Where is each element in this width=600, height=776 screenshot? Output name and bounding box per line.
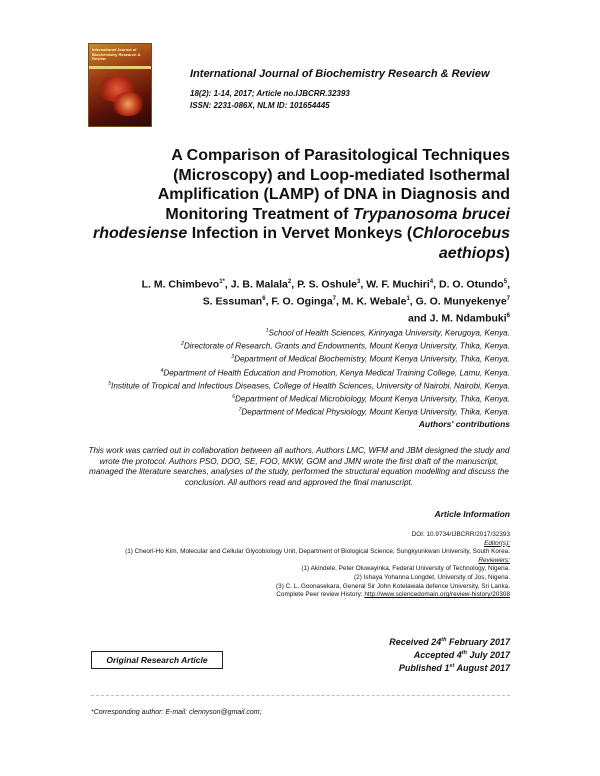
- issn: ISSN: 2231-086X, NLM ID: 101654445: [190, 101, 330, 110]
- affiliation: $^2$Directorate of Research, Grants and Endowments, Mount Kenya University, Thika, Kenya.: [181, 341, 510, 351]
- author: J. B. Malala: [230, 278, 288, 291]
- article-type-badge: Original Research Article: [91, 651, 223, 669]
- doi: DOI: 10.9734/IJBCRR/2017/32393: [411, 531, 510, 538]
- published-date: Published 1st August 2017: [398, 663, 510, 673]
- affiliation: $^4$Department of Health Education and Promotion, Kenya Medical Training College, Lamu, Kenya.: [160, 367, 510, 378]
- reviewer: (2) Ishaya Yohanna Longdet, University of Jos, Nigeria.: [354, 573, 510, 581]
- author-sep: ,: [409, 295, 416, 308]
- accepted-date: Accepted 4th July 2017: [413, 650, 510, 660]
- cover-band: [89, 66, 151, 69]
- author-sep: ,: [360, 278, 367, 291]
- author-sep: ,: [224, 278, 231, 291]
- article-info-heading: Article Information: [434, 509, 510, 519]
- affiliation: $^1$School of Health Sciences, Kirinyaga University, Kerugoya, Kenya.: [265, 328, 510, 338]
- author: G. O. Munyekenye: [415, 295, 507, 308]
- cover-title: International Journal of Biochemistry Research & Review: [92, 47, 141, 61]
- reviewers-label: Reviewers:: [478, 556, 510, 564]
- title-host: Chlorocebus aethiops: [412, 225, 510, 262]
- title-part-1: A Comparison of Parasitological Techniques (Microscopy) and Loop-mediated Isothermal Amplification (LAMP) of DNA in Diagnosis and Monitoring Treatment of: [157, 147, 510, 223]
- author: J. M. Ndambuki: [429, 312, 507, 325]
- author: D. O. Otundo: [438, 278, 504, 291]
- author-affil: 1*: [219, 279, 225, 285]
- author-sep: ,: [291, 278, 298, 291]
- corresponding-author: *Corresponding author: E-mail: clennyson@gmail.com;: [91, 709, 262, 716]
- author-affil: 3: [357, 279, 361, 285]
- editor: (1) Cheorl-Ho Kim, Molecular and Cellular Glycobiology Unit, Department of Biological Science, Sungkyunkwan University, South Korea.: [125, 548, 510, 556]
- author-affil: 1: [406, 296, 410, 302]
- title-species: Trypanosoma brucei rhodesiense: [92, 205, 510, 242]
- history-link[interactable]: http://www.sciencedomain.org/review-history/20308: [364, 591, 510, 599]
- author: M. K. Webale: [341, 295, 407, 308]
- author: W. F. Muchiri: [366, 278, 430, 291]
- author-sep: ,: [265, 295, 272, 308]
- author-affil: 4: [429, 279, 434, 285]
- author-affil: 6: [506, 313, 510, 319]
- author-sep: ,: [433, 278, 439, 291]
- journal-name: International Journal of Biochemistry Research & Review: [190, 68, 490, 80]
- affiliation: $^3$Department of Medical Biochemistry, Mount Kenya University, Thika, Kenya.: [231, 354, 510, 365]
- affiliation: $^6$Department of Medical Microbiology, Mount Kenya University, Thika, Kenya.: [232, 394, 510, 404]
- title-part-3: ): [504, 244, 510, 262]
- author-affil: 6: [262, 296, 266, 302]
- author: F. O. Oginga: [271, 295, 333, 308]
- title-part-2: Infection in Vervet Monkeys (: [187, 225, 413, 242]
- peer-review-history: [88, 591, 510, 600]
- editors-label: Editor(s):: [484, 539, 510, 547]
- cover-illustration-2: [111, 92, 145, 116]
- author-sep: ,: [507, 278, 510, 291]
- received-date: Received 24th February 2017: [389, 637, 510, 647]
- article-info: [88, 531, 510, 600]
- affiliation: $^7$Department of Medical Physiology, Mount Kenya University, Thika, Kenya.: [238, 407, 510, 418]
- paper-title: [88, 146, 510, 263]
- author-sep: ,: [336, 295, 342, 308]
- reviewer: (1) Akindele, Peter Oluwayinka, Federal University of Technology, Nigeria.: [301, 565, 510, 573]
- affiliations: [88, 326, 510, 419]
- author-and: and: [408, 312, 430, 325]
- reviewer: (3) C. L. Goonasekara, General Sir John Kotelawala defence University, Sri Lanka.: [276, 582, 510, 590]
- journal-cover-image: [88, 43, 152, 127]
- author: P. S. Oshule: [297, 278, 358, 291]
- author-affil: 5: [503, 279, 508, 285]
- article-dates: [300, 635, 510, 674]
- author: L. M. Chimbevo: [141, 278, 220, 291]
- author-affil: 7: [506, 296, 510, 302]
- author-list: [88, 275, 510, 326]
- affiliation: $^5$Institute of Tropical and Infectious Diseases, College of Health Sciences, University of Nairobi, Nairobi, Kenya.: [108, 380, 510, 391]
- history-label: Complete Peer review History:: [276, 591, 365, 599]
- contributions-heading: Authors' contributions: [418, 419, 510, 429]
- citation: 18(2): 1-14, 2017; Article no.IJBCRR.32393: [190, 89, 350, 98]
- footnote-divider: [91, 695, 510, 696]
- author-affil: 7: [332, 296, 337, 302]
- author: S. Essuman: [202, 295, 263, 308]
- author-affil: 2: [287, 279, 292, 285]
- contributions-text: This work was carried out in collaboration between all authors. Authors LMC, WFM and JBM designed the study and wrote the protocol. Authors PSO, DOO, SE, FOO, MKW, GOM and JMN wrote the first draft of the manuscript, managed the literature searches, analyses of the study, performed the structural equation modelling and discuss the conclusion. All authors read and approved the final manuscript.: [88, 446, 510, 487]
